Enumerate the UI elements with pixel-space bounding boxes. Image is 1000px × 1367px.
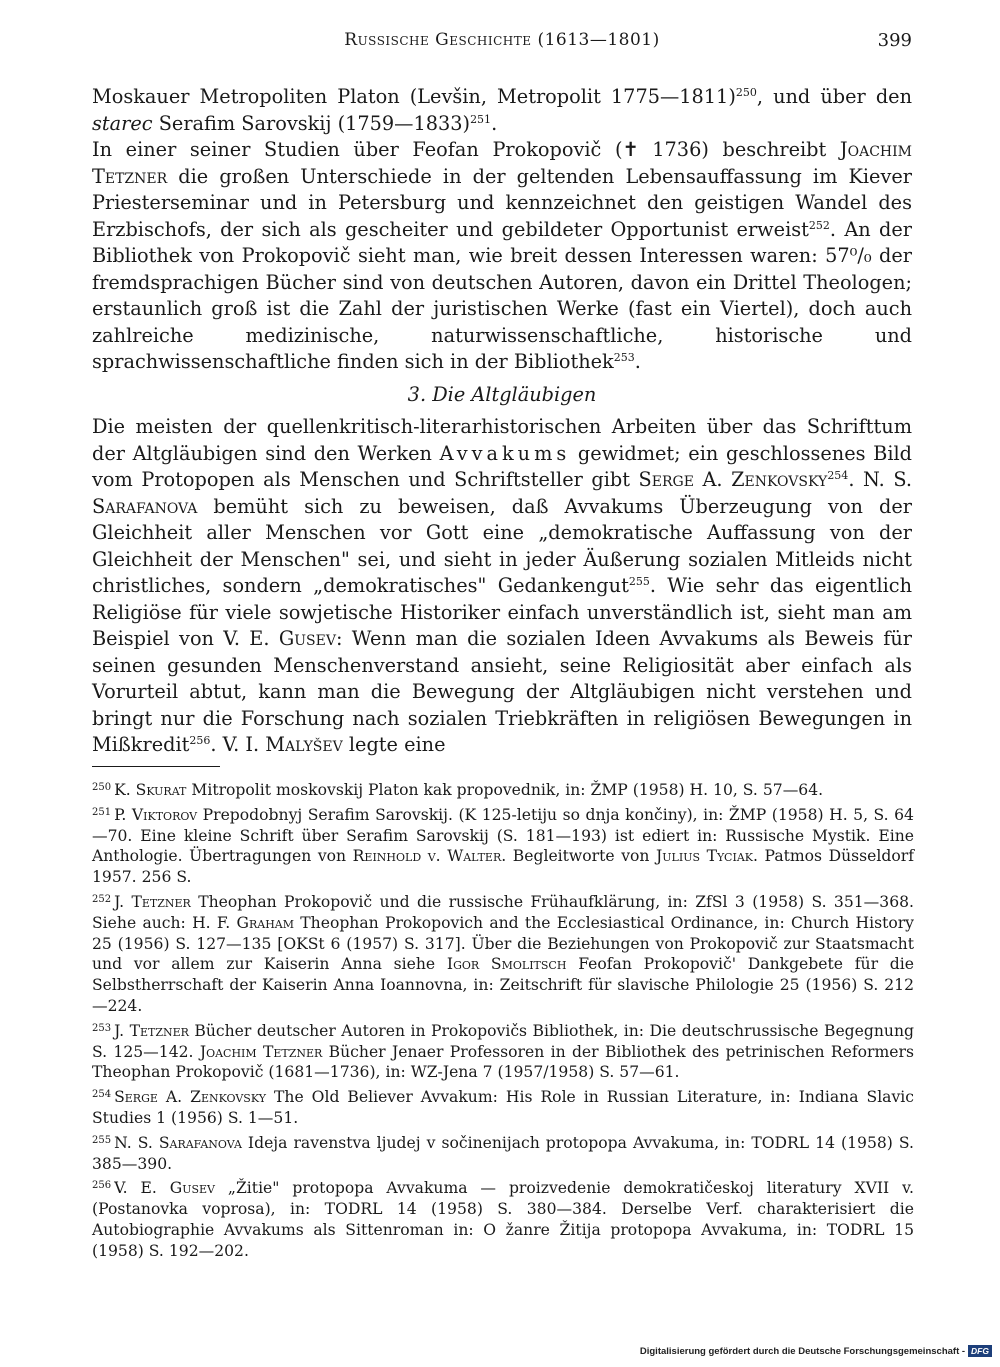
footer-text: Digitalisierung gefördert durch die Deutsche Forschungsgemeinschaft -: [639, 1345, 966, 1357]
footnote-ref-250[interactable]: 250: [735, 86, 757, 99]
author-name: V. I. Malyšev: [222, 733, 343, 756]
footnote-ref-255[interactable]: 255: [628, 575, 650, 588]
footnote-ref-254[interactable]: 254: [827, 469, 849, 482]
footnote-ref-253[interactable]: 253: [613, 351, 635, 364]
footnote: $^{251}$ P. Viktorov Prepodobnyj Serafim Sarovskij. (K 125-letiju so dnja končiny), in: ŽMP (1958) H. 5, S. 64—70. Eine kleine Schrift über Serafim Sarovskij (S. 181—193) ist ediert in: Russische Mystik. Eine Anthologie. Übertragungen von Reinhold v. Walter. Begleitworte von Julius Tyciak. Patmos Düsseldorf 1957. 256 S.: [92, 805, 914, 887]
footnote: $^{254}$ Serge A. Zenkovsky The Old Believer Avvakum: His Role in Russian Literature, in: Indiana Slavic Studies 1 (1956) S. 1—51.: [92, 1088, 915, 1127]
paragraph-1: Moskauer Metropoliten Platon (Levšin, Metropolit 1775—1811)$^{250}$, und über den starec Serafim Sarovskij (1759—1833)$^{251}$.: [92, 85, 912, 135]
paragraph-3: Die meisten der quellenkritisch-literarhistorischen Arbeiten über das Schrifttum der Altgläubigen sind den Werken Avvakums gewidmet; ein geschlossenes Bild vom Protopopen als Menschen und Schriftsteller gibt Serge A. Zenkovsky$^{254}$. N. S. Sarafanova bemüht sich zu beweisen, daß Avvakums Überzeugung von der Gleichheit aller Menschen vor Gott eine „demokratische Auffassung von der Gleichheit der Menschen" sei, und sieht in jeder Äußerung sozialen Mitleids nicht christliches, sondern „demokratisches" Gedankengut$^{255}$. Wie sehr das eigentlich Religiöse für viele sowjetische Historiker einfach unverständlich ist, sieht man am Beispiel von V. E. Gusev: Wenn man die sozialen Ideen Avvakums als Beweis für seinen gesunden Menschenverstand ansieht, seine Religiosität aber einfach als Vorurteil abtut, kann man die Bewegung der Altgläubigen nicht verstehen und bringt nur die Forschung nach sozialen Triebkräften in religiösen Bewegungen in Mißkredit$^{256}$. V. I. Malyšev legte eine: [92, 415, 913, 756]
running-title: Russische Geschichte (1613—1801): [344, 30, 660, 50]
footnote: $^{253}$ J. Tetzner Bücher deutscher Autoren in Prokopovičs Bibliothek, in: Die deutschrussische Begegnung S. 125—142. Joachim Tetzner Bücher Jenaer Professoren in der Bibliothek des petrinischen Reformers Theophan Prokopovič (1681—1736), in: WZ-Jena 7 (1957/1958) S. 57—61.: [92, 1021, 914, 1082]
footnote-rule: [92, 766, 220, 767]
author-name: N. S. Sarafanova: [92, 468, 912, 518]
footnote: $^{256}$ V. E. Gusev „Žitie" protopopa Avvakuma — proizvedenie demokratičeskoj literatury XVII v. (Postanovka voprosa), in: TODRL 14 (1958) S. 380—384. Derselbe Verf. charakterisiert die Autobiographie Avvakums als Sittenroman in: O žanre Žitija protopopa Avvakuma, in: TODRL 15 (1958) S. 192—202.: [92, 1179, 914, 1260]
author-name: Serge A. Zenkovsky: [638, 468, 828, 491]
page-header: [92, 30, 912, 60]
footnote: $^{250}$ K. Skurat Mitropolit moskovskij Platon kak propovednik, in: ŽMP (1958) H. 10, S. 57—64.: [92, 781, 824, 799]
paragraph-2: In einer seiner Studien über Feofan Prokopovič (✝ 1736) beschreibt Joachim Tetzner die großen Unterschiede in der geltenden Lebensauffassung im Kiever Priesterseminar und in Petersburg und kennzeichnet den geistigen Wandel des Erzbischofs, der sich als gescheiter und gebildeter Opportunist erweist$^{252}$. An der Bibliothek von Prokopovič sieht man, wie breit dessen Interessen waren: 57⁰/₀ der fremdsprachigen Bücher sind von deutschen Autoren, davon ein Drittel Theologen; erstaunlich groß ist die Zahl der juristischen Werke (fast ein Viertel), doch auch zahlreiche medizinische, naturwissenschaftliche, historische und sprachwissenschaftliche finden sich in der Bibliothek$^{253}$.: [92, 138, 913, 373]
footnote: $^{252}$ J. Tetzner Theophan Prokopovič und die russische Frühaufklärung, in: ZfSl 3 (1958) S. 351—368. Siehe auch: H. F. Graham Theophan Prokopovich and the Ecclesiastical Ordinance, in: Church History 25 (1956) S. 127—135 [OKSt 6 (1957) S. 317]. Über die Beziehungen von Prokopovič zur Staatsmacht und vor allem zur Kaiserin Anna siehe Igor Smolitsch Feofan Prokopovič' Dankgebete für die Selbstherrschaft der Kaiserin Anna Ioannovna, in: Zeitschrift für slavische Philologie 25 (1956) S. 212—224.: [92, 892, 915, 1015]
section-heading: 3. Die Altgläubigen: [407, 382, 597, 406]
spaced-name: Avvakums: [439, 441, 571, 465]
footnote: $^{255}$ N. S. Sarafanova Ideja ravenstva ljudej v sočinenijach protopopa Avvakuma, in: TODRL 14 (1958) S. 385—390.: [92, 1133, 914, 1173]
footnotes: [92, 780, 914, 1266]
dfg-logo: DFG: [968, 1345, 992, 1357]
author-name: Joachim Tetzner: [92, 138, 912, 188]
digitization-footer: [640, 1345, 992, 1357]
main-text: [92, 84, 912, 759]
page-number: 399: [877, 30, 912, 51]
footnote-ref-251[interactable]: 251: [470, 112, 492, 126]
author-name: V. E. Gusev: [223, 627, 336, 650]
footnote-ref-256[interactable]: 256: [189, 734, 211, 747]
footnote-ref-252[interactable]: 252: [808, 218, 830, 232]
